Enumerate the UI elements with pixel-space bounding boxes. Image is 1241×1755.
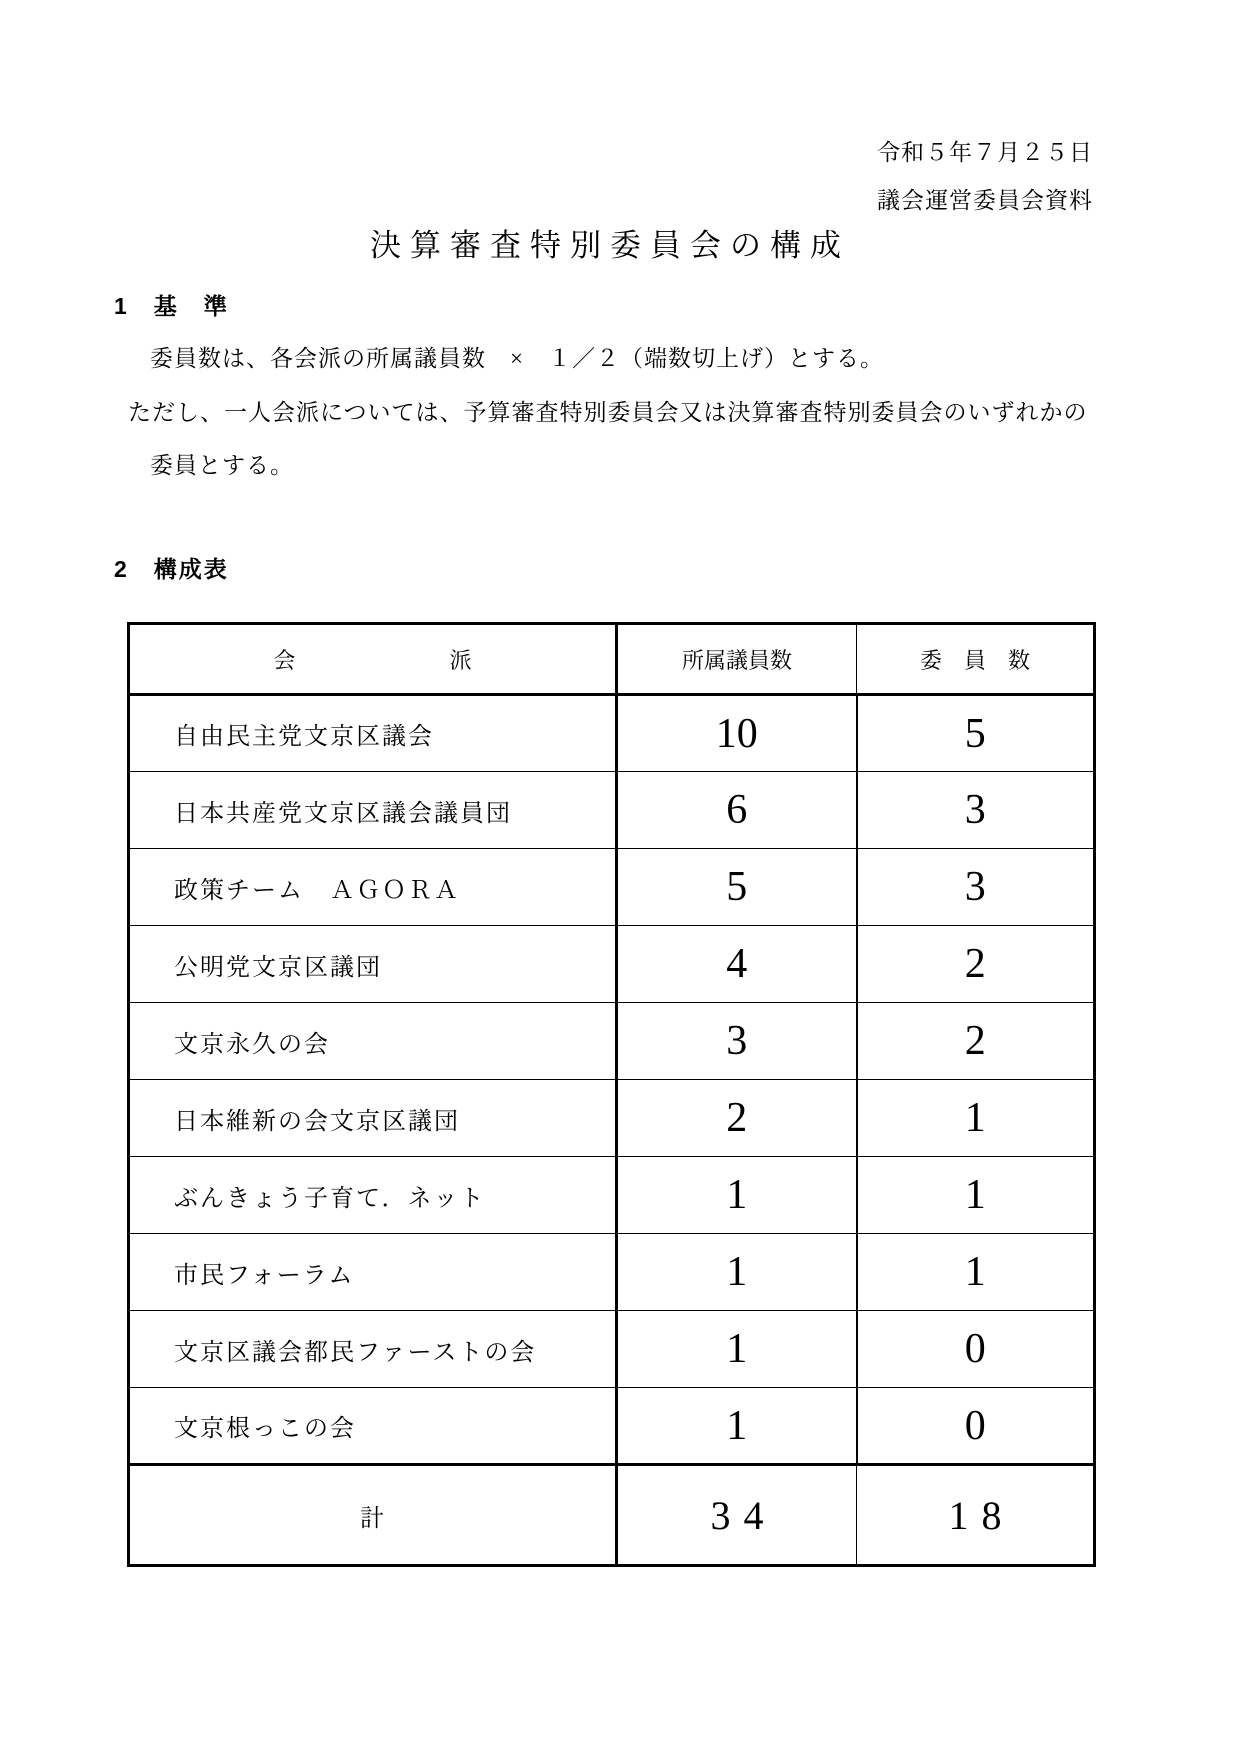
cell-committee: 1 (857, 1080, 1095, 1157)
cell-faction: ぶんきょう子育て．ネット (129, 1157, 617, 1234)
cell-committee: 2 (857, 926, 1095, 1003)
cell-committee: 5 (857, 695, 1095, 772)
cell-faction: 市民フォーラム (129, 1234, 617, 1311)
cell-members: 5 (617, 849, 857, 926)
cell-committee: 2 (857, 1003, 1095, 1080)
cell-faction: 日本維新の会文京区議団 (129, 1080, 617, 1157)
cell-committee: 0 (857, 1311, 1095, 1388)
table-row (129, 1003, 1095, 1080)
page-title: 決算審査特別委員会の構成 (370, 228, 850, 263)
cell-members: 2 (617, 1080, 857, 1157)
table-row (129, 1388, 1095, 1465)
cell-faction: 公明党文京区議団 (129, 926, 617, 1003)
table-body (129, 695, 1095, 1465)
table-header-row (129, 624, 1095, 695)
cell-members: 6 (617, 772, 857, 849)
table-row (129, 849, 1095, 926)
cell-committee: 0 (857, 1388, 1095, 1465)
section1-heading: 1 基 準 (114, 293, 229, 319)
cell-faction: 文京区議会都民ファーストの会 (129, 1311, 617, 1388)
cell-members: 10 (617, 695, 857, 772)
cell-faction: 文京根っこの会 (129, 1388, 617, 1465)
section2-heading: 2 構成表 (114, 556, 229, 582)
cell-members: 4 (617, 926, 857, 1003)
table-row (129, 926, 1095, 1003)
source-line: 議会運営委員会資料 (877, 188, 1093, 213)
table-total-row (129, 1465, 1095, 1566)
cell-members: 1 (617, 1311, 857, 1388)
cell-faction: 日本共産党文京区議会議員団 (129, 772, 617, 849)
cell-committee: 3 (857, 772, 1095, 849)
cell-members: 3 (617, 1003, 857, 1080)
section1-line1: 委員数は、各会派の所属議員数 × １／２（端数切上げ）とする。 (150, 346, 884, 371)
header-committee: 委 員 数 (857, 624, 1095, 695)
header-members: 所属議員数 (617, 624, 857, 695)
table-row (129, 1080, 1095, 1157)
table-row (129, 695, 1095, 772)
cell-members: 1 (617, 1388, 857, 1465)
cell-committee: 1 (857, 1234, 1095, 1311)
date-line: 令和５年７月２５日 (877, 140, 1093, 165)
cell-faction: 自由民主党文京区議会 (129, 695, 617, 772)
cell-committee: 3 (857, 849, 1095, 926)
table-row (129, 1311, 1095, 1388)
header-faction: 会 派 (129, 624, 617, 695)
cell-members: 1 (617, 1234, 857, 1311)
cell-faction: 文京永久の会 (129, 1003, 617, 1080)
cell-faction: 政策チーム ＡＧＯＲＡ (129, 849, 617, 926)
section1-line2: ただし、一人会派については、予算審査特別委員会又は決算審査特別委員会のいずれかの (128, 400, 1088, 425)
cell-committee: 1 (857, 1157, 1095, 1234)
table-row (129, 772, 1095, 849)
composition-table (127, 622, 1096, 1567)
total-members: 34 (617, 1465, 857, 1566)
total-committee: 18 (948, 1492, 1015, 1538)
table-row (129, 1157, 1095, 1234)
section1-line3: 委員とする。 (150, 453, 294, 478)
total-label: 計 (129, 1465, 617, 1566)
table-row (129, 1234, 1095, 1311)
cell-members: 1 (617, 1157, 857, 1234)
